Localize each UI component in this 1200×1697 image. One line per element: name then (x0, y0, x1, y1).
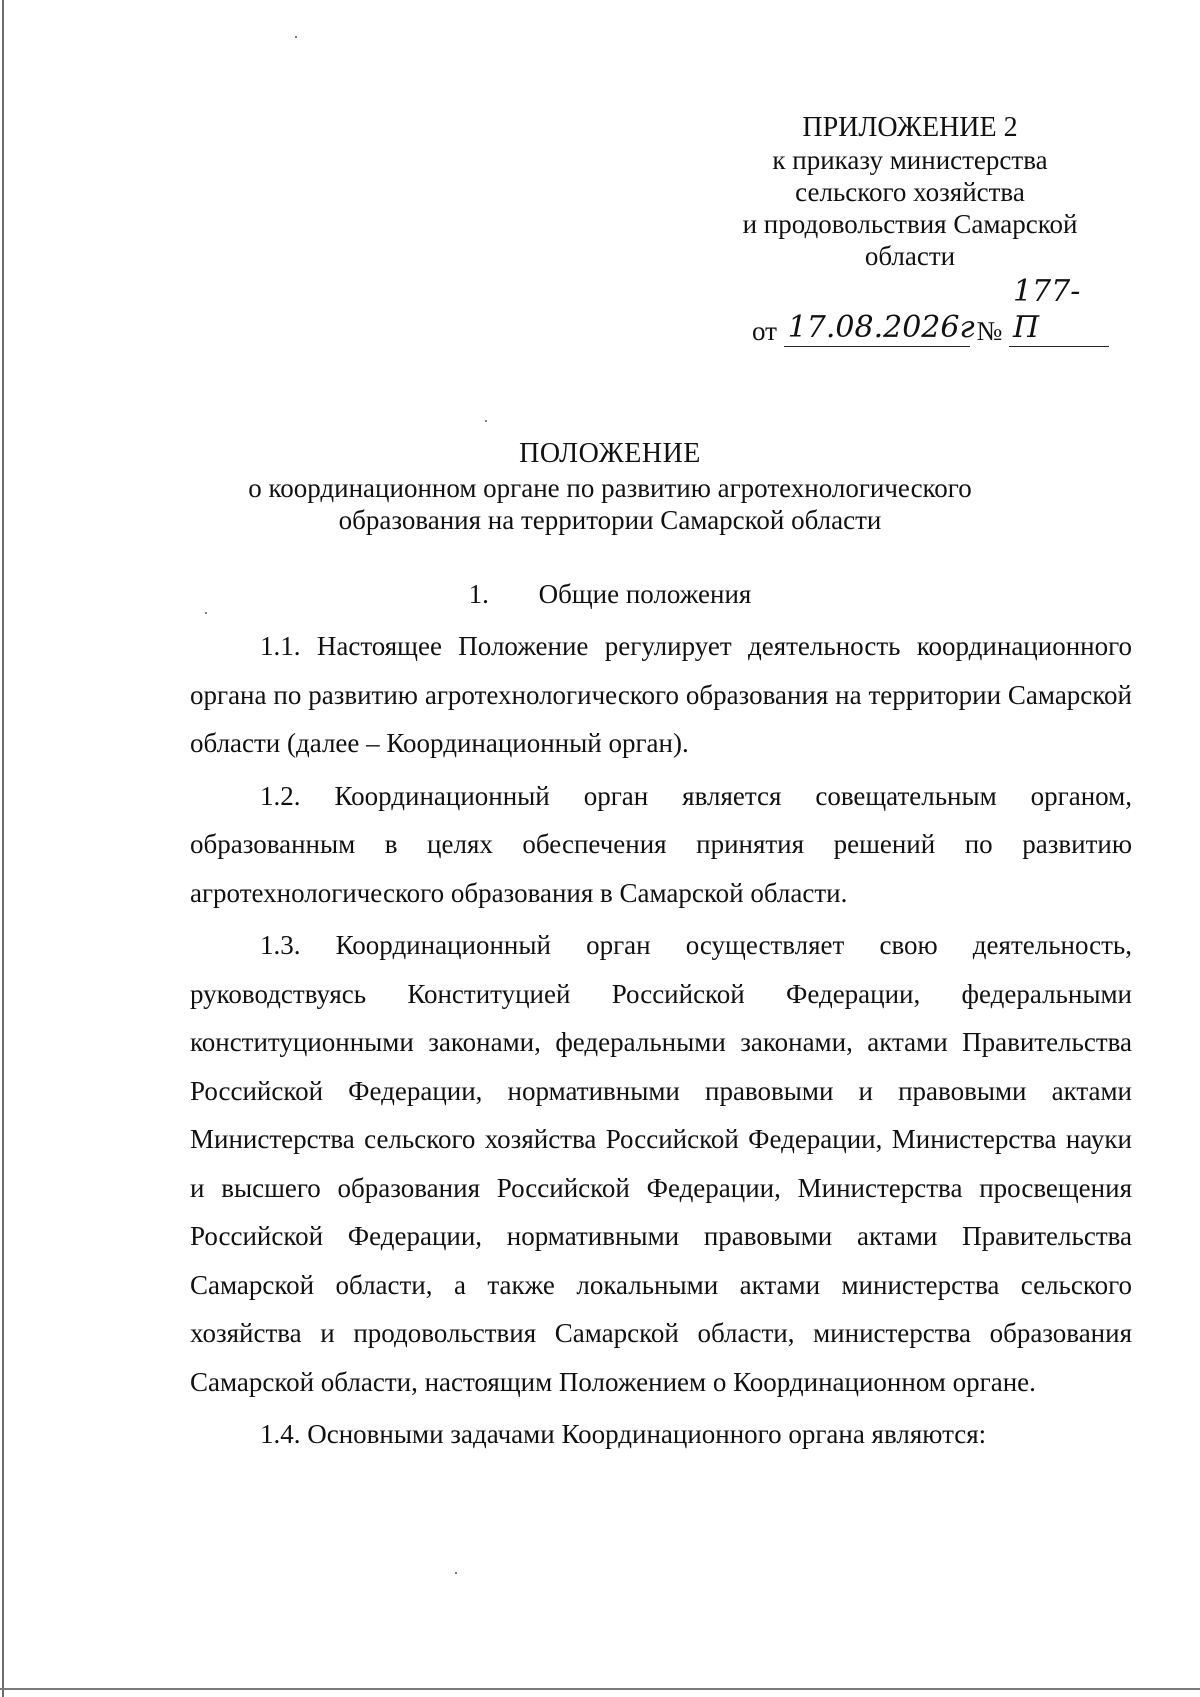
section-number: 1. (468, 579, 489, 609)
title-line: о координационном органе по развитию агротехнологического (248, 473, 972, 503)
scan-speck (205, 612, 207, 614)
order-reference (752, 274, 1120, 346)
paragraph: 1.3. Координационный орган осуществляет свою деятельность, руководствуясь Конституцией Российской Федерации, федеральными конституционными законами, федеральными законами, актами Правительства Российской Федерации, нормативными правовыми и правовыми актами Министерства сельского хозяйства Российской Федерации, Министерства науки и высшего образования Российской Федерации, Министерства просвещения Российской Федерации, нормативными правовыми актами Правительства Самарской области, а также локальными актами министерства сельского хозяйства и продовольствия Самарской области, министерства образования Самарской области, настоящим Положением о Координационном органе. (190, 930, 1132, 1397)
appendix-line: к приказу министерства (772, 145, 1048, 175)
appendix-header (700, 112, 1120, 346)
handwritten-number: 177-П (1009, 274, 1109, 347)
from-label: от (752, 316, 777, 346)
document-title (180, 438, 1040, 536)
section-heading (180, 578, 1040, 610)
paragraph: 1.4. Основными задачами Координационного органа являются: (260, 1419, 987, 1449)
appendix-heading: ПРИЛОЖЕНИЕ 2 (802, 112, 1018, 143)
paragraph: 1.2. Координационный орган является совещательным органом, образованным в целях обеспечения принятия решений по развитию агротехнологического образования в Самарской области. (190, 780, 1132, 908)
scan-edge-bottom (0, 1688, 1200, 1690)
paragraph: 1.1. Настоящее Положение регулирует деятельность координационного органа по развитию агротехнологического образования на территории Самарской области (далее – Координационный орган). (190, 631, 1132, 758)
appendix-line: и продовольствия Самарской (742, 209, 1078, 239)
appendix-line: области (864, 241, 956, 271)
scan-speck (295, 36, 297, 38)
title-heading: ПОЛОЖЕНИЕ (519, 438, 701, 469)
section-title: Общие положения (538, 579, 752, 609)
scan-edge-left (2, 0, 4, 1697)
body-text (190, 622, 1132, 1463)
handwritten-date: 17.08.2026г (784, 310, 970, 347)
scan-speck (485, 420, 487, 422)
number-label: № (976, 316, 1003, 346)
title-line: образования на территории Самарской области (338, 505, 882, 535)
appendix-line: сельского хозяйства (795, 177, 1025, 207)
scan-speck (455, 1572, 457, 1574)
